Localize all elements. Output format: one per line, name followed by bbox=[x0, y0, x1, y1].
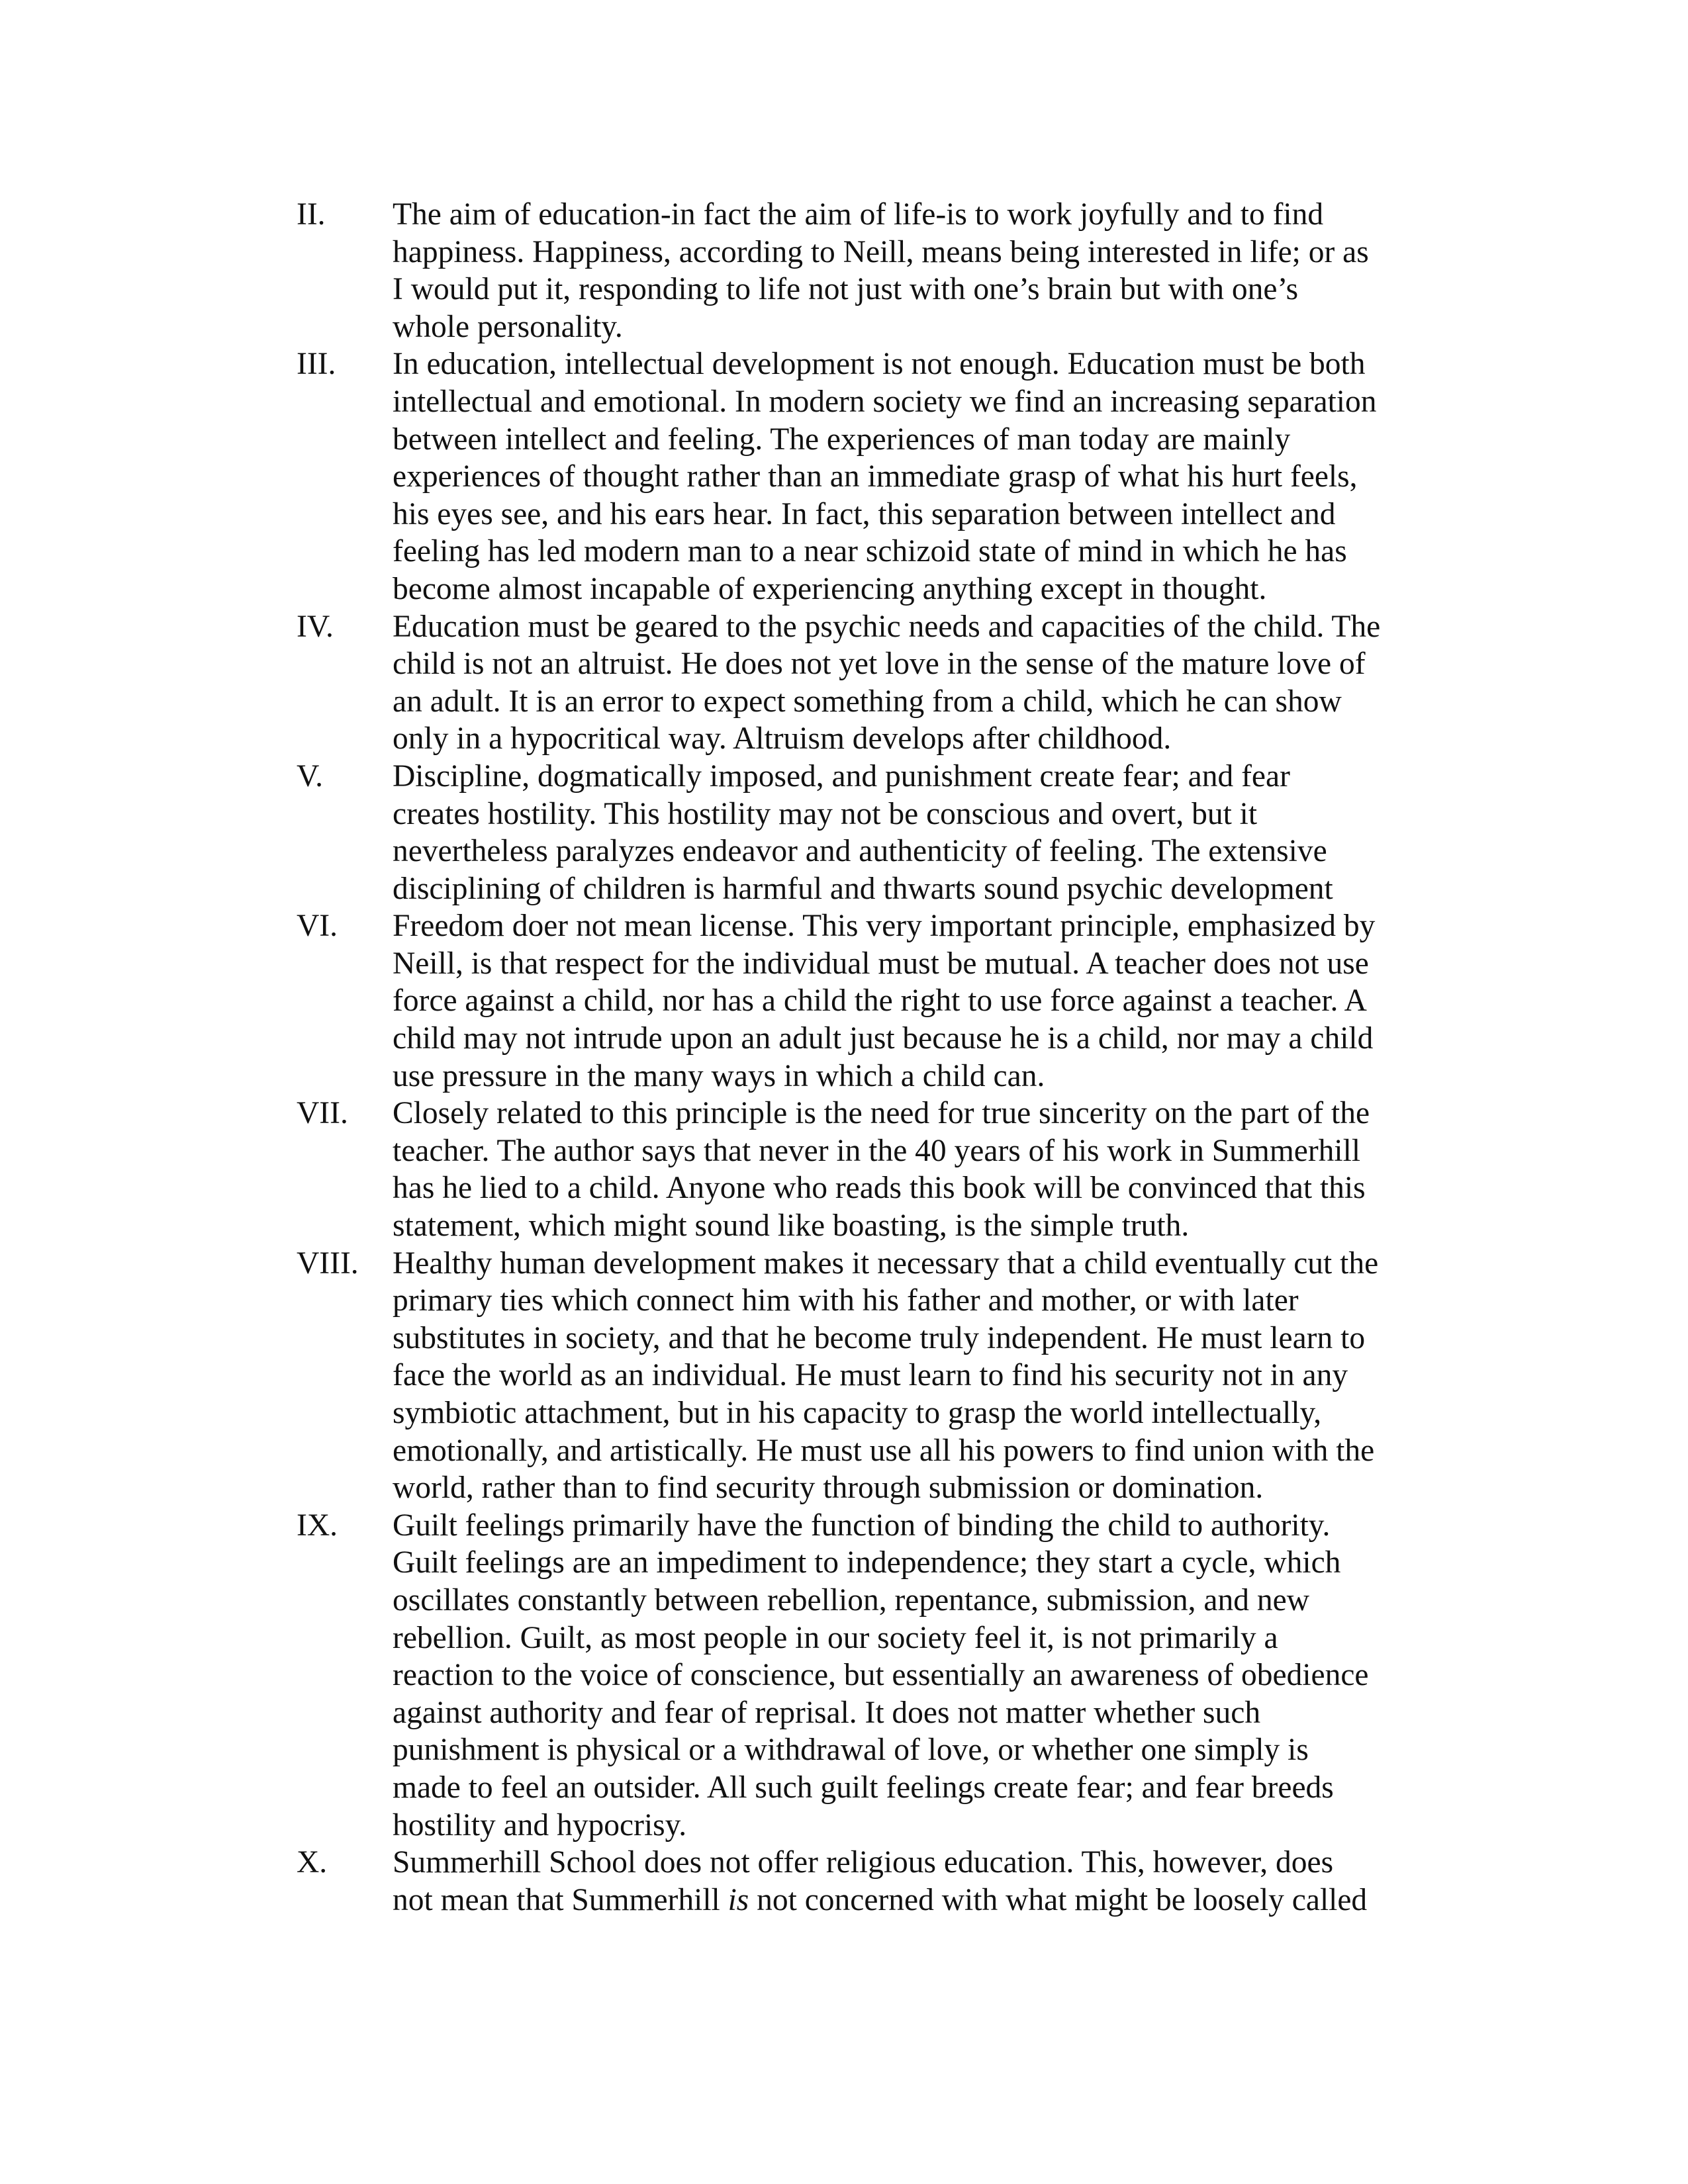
item-numeral: IX. bbox=[297, 1508, 338, 1543]
text-line: experiences of thought rather than an immediate grasp of what his hurt feels, bbox=[393, 459, 1358, 494]
text-line: force against a child, nor has a child the right to use force against a teacher. A bbox=[393, 983, 1367, 1019]
list-item bbox=[297, 1844, 1422, 1919]
text-line: statement, which might sound like boasting, is the simple truth. bbox=[393, 1208, 1190, 1244]
text-line: happiness. Happiness, according to Neill, means being interested in life; or as bbox=[393, 234, 1369, 269]
text-line: an adult. It is an error to expect something from a child, which he can show bbox=[393, 684, 1342, 719]
text-line: hostility and hypocrisy. bbox=[393, 1807, 687, 1843]
text-line: child is not an altruist. He does not yet love in the sense of the mature love of bbox=[393, 647, 1366, 682]
item-text bbox=[393, 758, 1422, 907]
item-text bbox=[393, 1844, 1422, 1919]
text-line: Discipline, dogmatically imposed, and punishment create fear; and fear bbox=[393, 758, 1290, 794]
text-line: face the world as an individual. He must learn to find his security not in any bbox=[393, 1358, 1348, 1393]
text-line: Freedom doer not mean license. This very important principle, emphasized by bbox=[393, 909, 1376, 944]
text-line: his eyes see, and his ears hear. In fact, this separation between intellect and bbox=[393, 496, 1336, 531]
text-line: disciplining of children is harmful and thwarts sound psychic development bbox=[393, 871, 1333, 906]
list-item bbox=[297, 196, 1422, 345]
text-line: made to feel an outsider. All such guilt feelings create fear; and fear breeds bbox=[393, 1770, 1334, 1805]
text-line: The aim of education-in fact the aim of life-is to work joyfully and to find bbox=[393, 197, 1324, 232]
text-line: intellectual and emotional. In modern society we find an increasing separation bbox=[393, 384, 1377, 419]
text-line: reaction to the voice of conscience, but essentially an awareness of obedience bbox=[393, 1658, 1369, 1693]
text-line: primary ties which connect him with his father and mother, or with later bbox=[393, 1283, 1299, 1318]
text-line: substitutes in society, and that he become truly independent. He must learn to bbox=[393, 1320, 1366, 1355]
text-line: world, rather than to find security through submission or domination. bbox=[393, 1471, 1264, 1506]
text-line: creates hostility. This hostility may not be conscious and overt, but it bbox=[393, 796, 1258, 831]
list-item bbox=[297, 907, 1422, 1095]
text-line: become almost incapable of experiencing anything except in thought. bbox=[393, 571, 1267, 606]
item-text bbox=[393, 608, 1422, 758]
item-text bbox=[393, 1245, 1422, 1507]
item-numeral: VII. bbox=[297, 1096, 348, 1131]
list-item bbox=[297, 1095, 1422, 1244]
text-line: has he lied to a child. Anyone who reads this book will be convinced that this bbox=[393, 1171, 1366, 1206]
text-line: Guilt feelings primarily have the function of binding the child to authority. bbox=[393, 1508, 1331, 1543]
text-line: rebellion. Guilt, as most people in our society feel it, is not primarily a bbox=[393, 1620, 1278, 1655]
text-line: Closely related to this principle is the need for true sincerity on the part of the bbox=[393, 1096, 1370, 1131]
text-line: teacher. The author says that never in the 40 years of his work in Summerhill bbox=[393, 1133, 1361, 1168]
text-line: Summerhill School does not offer religious education. This, however, does bbox=[393, 1845, 1334, 1880]
item-numeral: IV. bbox=[297, 609, 334, 644]
item-text bbox=[393, 345, 1422, 608]
item-numeral: V. bbox=[297, 758, 324, 794]
text-segment: not mean that Summerhill bbox=[393, 1882, 728, 1917]
text-line: use pressure in the many ways in which a child can. bbox=[393, 1058, 1045, 1093]
text-line: symbiotic attachment, but in his capacity to grasp the world intellectually, bbox=[393, 1396, 1322, 1430]
item-text bbox=[393, 196, 1422, 345]
text-line: punishment is physical or a withdrawal of love, or whether one simply is bbox=[393, 1733, 1309, 1768]
text-line-with-emphasis bbox=[393, 1882, 1422, 1919]
text-line: Healthy human development makes it necessary that a child eventually cut the bbox=[393, 1246, 1379, 1281]
list-item bbox=[297, 1245, 1422, 1507]
principles-list bbox=[297, 196, 1422, 1919]
text-line: Education must be geared to the psychic needs and capacities of the child. The bbox=[393, 609, 1381, 644]
text-segment: not concerned with what might be loosely called bbox=[749, 1882, 1368, 1917]
list-item bbox=[297, 758, 1422, 907]
list-item bbox=[297, 345, 1422, 608]
item-numeral: X. bbox=[297, 1845, 328, 1880]
emphasis-text: is bbox=[727, 1882, 749, 1917]
text-line: child may not intrude upon an adult just because he is a child, nor may a child bbox=[393, 1021, 1374, 1056]
text-line: nevertheless paralyzes endeavor and authenticity of feeling. The extensive bbox=[393, 834, 1327, 869]
item-text bbox=[393, 1507, 1422, 1844]
list-item bbox=[297, 608, 1422, 758]
item-text bbox=[393, 907, 1422, 1095]
item-numeral: III. bbox=[297, 347, 336, 382]
text-line: feeling has led modern man to a near schizoid state of mind in which he has bbox=[393, 534, 1347, 569]
text-line: whole personality. bbox=[393, 309, 623, 344]
text-line: emotionally, and artistically. He must use all his powers to find union with the bbox=[393, 1433, 1375, 1468]
text-line: Guilt feelings are an impediment to independence; they start a cycle, which bbox=[393, 1545, 1341, 1580]
list-item bbox=[297, 1507, 1422, 1844]
text-line: oscillates constantly between rebellion, repentance, submission, and new bbox=[393, 1582, 1310, 1617]
item-numeral: VIII. bbox=[297, 1246, 359, 1281]
text-line: Neill, is that respect for the individual must be mutual. A teacher does not use bbox=[393, 946, 1369, 981]
item-numeral: II. bbox=[297, 197, 326, 232]
text-line: between intellect and feeling. The experiences of man today are mainly bbox=[393, 422, 1291, 457]
text-line: against authority and fear of reprisal. It does not matter whether such bbox=[393, 1695, 1261, 1730]
item-text bbox=[393, 1095, 1422, 1244]
text-line: In education, intellectual development is not enough. Education must be both bbox=[393, 347, 1366, 382]
text-line: only in a hypocritical way. Altruism develops after childhood. bbox=[393, 721, 1172, 756]
text-line: I would put it, responding to life not just with one’s brain but with one’s bbox=[393, 272, 1299, 307]
item-numeral: VI. bbox=[297, 909, 338, 944]
